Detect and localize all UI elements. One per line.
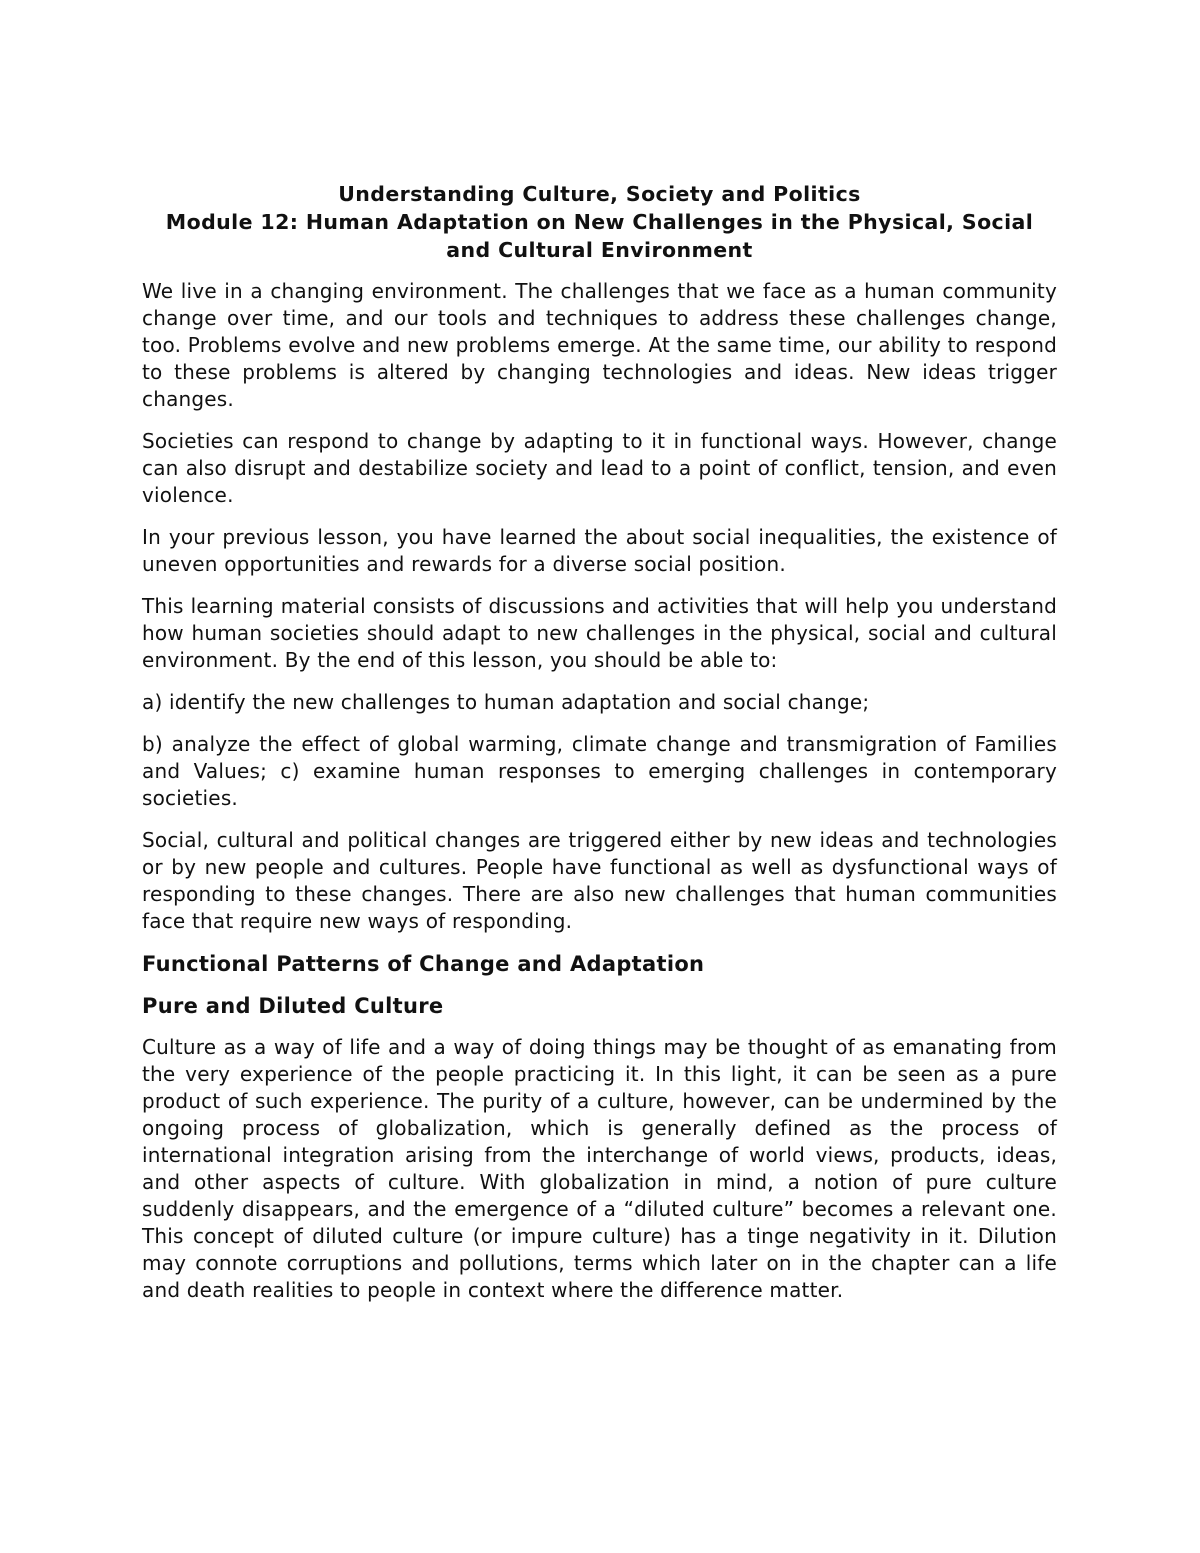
paragraph-changing-environment: We live in a changing environment. The challenges that we face as a human community change over time, and our tools and techniques to address these challenges change, too. Problems evolve and new problems emerge. At the same time, our ability to respond to these problems is altered by changing technologies and ideas. New ideas trigger changes. xyxy=(142,279,1057,411)
title-block xyxy=(142,180,1057,264)
document-title: Understanding Culture, Society and Politics xyxy=(338,182,861,206)
paragraph-societies-respond: Societies can respond to change by adapting to it in functional ways. However, change can also disrupt and destabilize society and lead to a point of conflict, tension, and even violence. xyxy=(142,429,1057,507)
document-body xyxy=(142,180,1057,1319)
module-title-line-1: Module 12: Human Adaptation on New Challenges in the Physical, Social xyxy=(165,210,1034,234)
objective-b-c: b) analyze the effect of global warming, climate change and transmigration of Families and Values; c) examine human responses to emerging challenges in contemporary societies. xyxy=(142,732,1057,810)
objective-a: a) identify the new challenges to human adaptation and social change; xyxy=(142,690,870,714)
module-title-line-2: and Cultural Environment xyxy=(446,238,753,262)
paragraph-previous-lesson: In your previous lesson, you have learned the about social inequalities, the existence of uneven opportunities and rewards for a diverse social position. xyxy=(142,525,1057,576)
section-heading-functional-patterns: Functional Patterns of Change and Adaptation xyxy=(142,952,705,976)
paragraph-social-changes: Social, cultural and political changes are triggered either by new ideas and technologies or by new people and cultures. People have functional as well as dysfunctional ways of responding to these changes. There are also new challenges that human communities face that require new ways of responding. xyxy=(142,828,1057,933)
paragraph-learning-material: This learning material consists of discussions and activities that will help you understand how human societies should adapt to new challenges in the physical, social and cultural environment. By the end of this lesson, you should be able to: xyxy=(142,594,1057,672)
section-heading-pure-diluted-culture: Pure and Diluted Culture xyxy=(142,994,444,1018)
paragraph-pure-diluted-culture: Culture as a way of life and a way of doing things may be thought of as emanating from the very experience of the people practicing it. In this light, it can be seen as a pure product of such experience. The purity of a culture, however, can be undermined by the ongoing process of globalization, which is generally defined as the process of international integration arising from the interchange of world views, products, ideas, and other aspects of culture. With globalization in mind, a notion of pure culture suddenly disappears, and the emergence of a “diluted culture” becomes a relevant one. This concept of diluted culture (or impure culture) has a tinge negativity in it. Dilution may connote corruptions and pollutions, terms which later on in the chapter can a life and death realities to people in context where the difference matter. xyxy=(142,1035,1057,1302)
